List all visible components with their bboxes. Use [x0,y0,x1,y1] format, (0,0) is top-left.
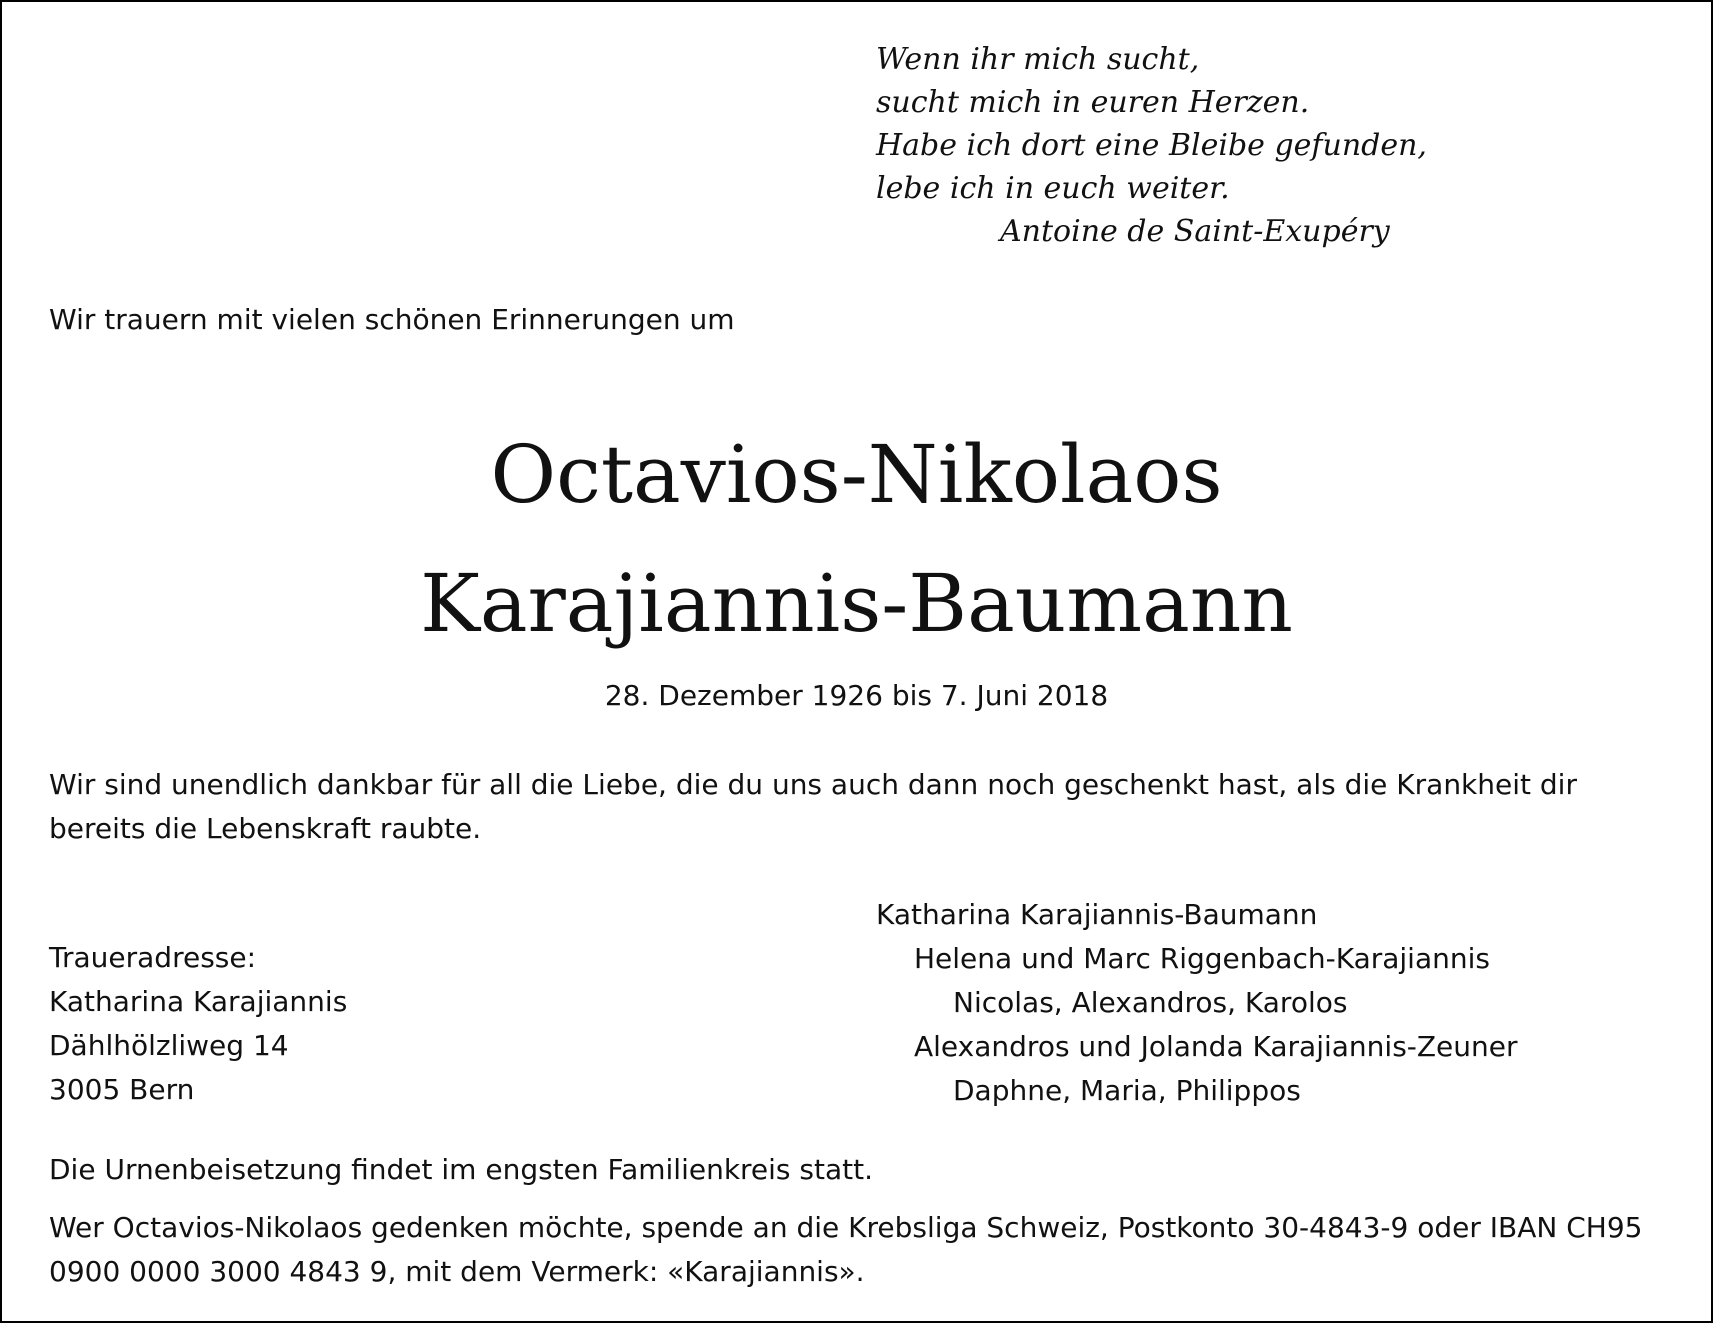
quote-line: lebe ich in euch weiter. [876,171,1230,206]
epigraph-quote [876,38,1427,253]
address-street: Dählhölzliweg 14 [49,1029,289,1062]
mourner-name: Katharina Karajiannis-Baumann [876,898,1318,931]
gratitude-text: Wir sind unendlich dankbar für all die Liebe, die du uns auch dann noch geschenkt hast, als die Krankheit dir bereits die Lebenskraft raubte. [49,768,1577,845]
life-dates: 28. Dezember 1926 bis 7. Juni 2018 [604,679,1109,712]
mourner-name: Daphne, Maria, Philippos [953,1074,1301,1107]
mourning-address [49,936,347,1112]
mourner-name: Alexandros und Jolanda Karajiannis-Zeuner [914,1030,1518,1063]
address-name: Katharina Karajiannis [49,985,348,1018]
quote-author: Antoine de Saint-Exupéry [1000,214,1390,249]
address-city: 3005 Bern [49,1073,195,1106]
mourner-name: Nicolas, Alexandros, Karolos [953,986,1348,1019]
mourners-list [876,893,1518,1113]
burial-note: Die Urnenbeisetzung findet im engsten Familienkreis statt. [49,1153,874,1186]
intro-text: Wir trauern mit vielen schönen Erinnerungen um [49,303,735,336]
address-label: Traueradresse: [49,941,257,974]
quote-line: sucht mich in euren Herzen. [876,85,1310,120]
mourner-name: Helena und Marc Riggenbach-Karajiannis [914,942,1490,975]
quote-line: Wenn ihr mich sucht, [876,42,1200,77]
donation-note: Wer Octavios-Nikolaos gedenken möchte, spende an die Krebsliga Schweiz, Postkonto 30-4843-9 oder IBAN CH95 0900 0000 3000 4843 9, mit dem Vermerk: «Karajiannis». [49,1211,1643,1288]
deceased-last-name: Karajiannis-Baumann [420,557,1293,650]
quote-line: Habe ich dort eine Bleibe gefunden, [876,128,1427,163]
deceased-first-name: Octavios-Nikolaos [490,428,1223,521]
